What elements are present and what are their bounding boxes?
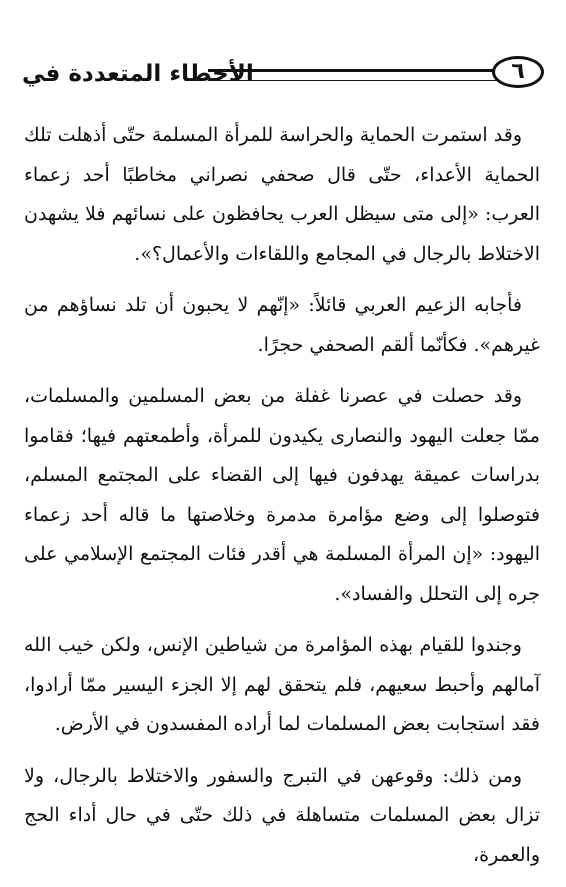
paragraph: وقد استمرت الحماية والحراسة للمرأة المسلمة حتّى أذهلت تلك الحماية الأعداء، حتّى قال صحفي نصراني مخاطبًا أحد زعماء العرب: «إلى متى سيظل العرب يحافظون على نسائهم فلا يشهدن الاختلاط بالرجال في المجامع واللقاءات والأعمال؟». [24,124,540,265]
paragraph: وجندوا للقيام بهذه المؤامرة من شياطين الإنس، ولكن خيب الله آمالهم وأحبط سعيهم، فلم يتحقق لهم إلا الجزء اليسير ممّا أرادوا، فقد استجابت بعض المسلمات لما أراده المفسدون في الأرض. [24,634,540,735]
body-text [24,116,540,887]
paragraph: ومن ذلك: وقوعهن في التبرج والسفور والاختلاط بالرجال، ولا تزال بعض المسلمات متساهلة في ذلك حتّى في حال أداء الحج والعمرة، [24,764,540,866]
paragraph: فأجابه الزعيم العربي قائلاً: «إنّهم لا يحبون أن تلد نساؤهم من غيرهم». فكأنّما ألقم الصحفي حجرًا. [24,294,540,356]
paragraph: وقد حصلت في عصرنا غفلة من بعض المسلمين والمسلمات، ممّا جعلت اليهود والنصارى يكيدون للمرأة، وأطمعتهم فيها؛ فقاموا بدراسات عميقة يهدفون فيها إلى القضاء على المجتمع المسلم، فتوصلوا إلى وضع مؤامرة مدمرة وخلاصتها ما قاله أحد زعماء اليهود: «إن المرأة المسلمة هي أقدر فئات المجتمع الإسلامي على جره إلى التحلل والفساد». [24,385,540,605]
running-header-title: الأخطاء المتعددة في [22,61,254,87]
running-header [22,52,544,96]
header-double-rule [208,69,500,81]
page-number-badge: ٦ [492,56,544,88]
